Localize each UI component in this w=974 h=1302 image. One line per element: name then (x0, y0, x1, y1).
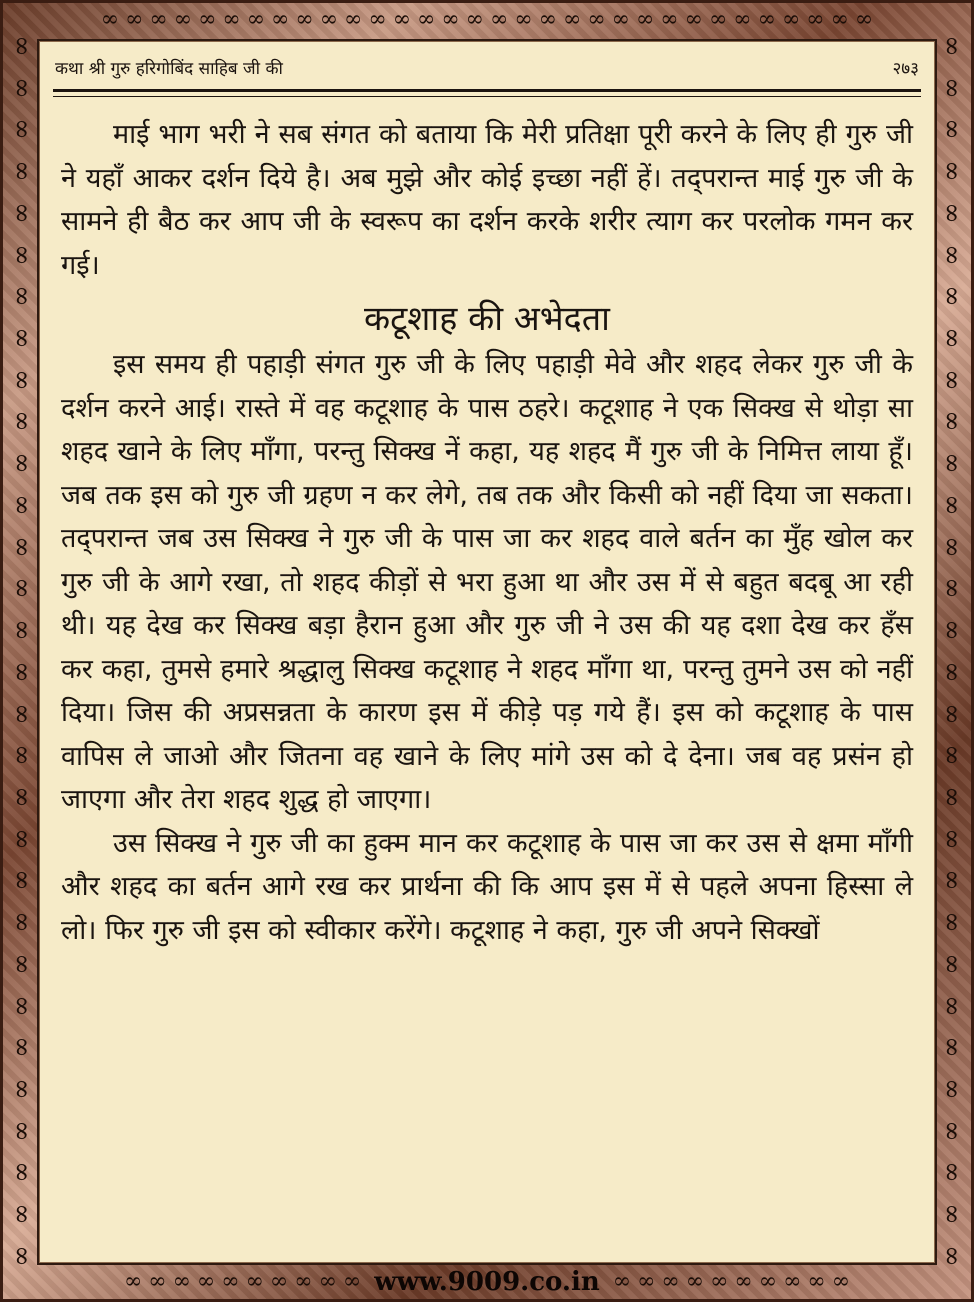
paragraph-2: इस समय ही पहाड़ी संगत गुरु जी के लिए पहाड़ी मेवे और शहद लेकर गुरु जी के दर्शन करने आई। रास्ते में वह कटूशाह के पास ठहरे। कटूशाह ने एक सिक्ख से थोड़ा सा शहद खाने के लिए माँगा, परन्तु सिक्ख नें कहा, यह शहद मैं गुरु जी के निमित्त लाया हूँ। जब तक इस को गुरु जी ग्रहण न कर लेगे, तब तक और किसी को नहीं दिया जा सकता। तद्परान्त जब उस सिक्ख ने गुरु जी के पास जा कर शहद वाले बर्तन का मुँह खोल कर गुरु जी के आगे रखा, तो शहद कीड़ों से भरा हुआ था और उस में से बहुत बदबू आ रही थी। यह देख कर सिक्ख बड़ा हैरान हुआ और गुरु जी ने उस की यह दशा देख कर हँस कर कहा, तुमसे हमारे श्रद्धालु सिक्ख कटूशाह ने शहद माँगा था, परन्तु तुमने उस को नहीं दिया। जिस की अप्रसन्नता के कारण इस में कीड़े पड़ गये हैं। इस को कटूशाह के पास वापिस ले जाओ और जितना वह खाने के लिए मांगे उस को दे देना। जब वह प्रसंन हो जाएगा और तेरा शहद शुद्ध हो जाएगा। (61, 349, 913, 815)
chain-border-bottom: ∞ ∞ ∞ ∞ ∞ ∞ ∞ ∞ ∞ ∞ www.9009.co.in ∞ ∞ ∞ ∞ ∞ ∞ ∞ ∞ ∞ ∞ (123, 1267, 851, 1297)
paragraph-1: माई भाग भरी ने सब संगत को बताया कि मेरी प्रतिक्षा पूरी करने के लिए ही गुरु जी ने यहाँ आकर दर्शन दिये है। अब मुझे और कोई इच्छा नहीं हें। तद्परान्त माई गुरु जी के सामने ही बैठ कर आप जी के स्वरूप का दर्शन करके शरीर त्याग कर परलोक गमन कर गई। (61, 119, 913, 281)
chain-border-top: ∞ ∞ ∞ ∞ ∞ ∞ ∞ ∞ ∞ ∞ ∞ ∞ ∞ ∞ ∞ ∞ ∞ ∞ ∞ ∞ ∞ ∞ ∞ ∞ ∞ ∞ ∞ ∞ ∞ ∞ ∞ ∞ (100, 7, 874, 32)
chain-border-right: ∞ ∞ ∞ ∞ ∞ ∞ ∞ ∞ ∞ ∞ ∞ ∞ ∞ ∞ ∞ ∞ ∞ ∞ ∞ ∞ ∞ ∞ ∞ ∞ ∞ ∞ ∞ ∞ ∞ ∞ (936, 35, 967, 1267)
website-watermark (364, 1267, 610, 1297)
header-rule-thick (53, 89, 921, 92)
book-page (37, 39, 937, 1265)
section-heading: कटूशाह की अभेदता (364, 299, 610, 339)
running-header (55, 49, 919, 85)
page-body (61, 113, 913, 952)
chain-border-left: ∞ ∞ ∞ ∞ ∞ ∞ ∞ ∞ ∞ ∞ ∞ ∞ ∞ ∞ ∞ ∞ ∞ ∞ ∞ ∞ ∞ ∞ ∞ ∞ ∞ ∞ ∞ ∞ ∞ ∞ (6, 35, 37, 1267)
paragraph-3: उस सिक्ख ने गुरु जी का हुक्म मान कर कटूशाह के पास जा कर उस से क्षमा माँगी और शहद का बर्तन आगे रख कर प्रार्थना की कि आप इस में से पहले अपना हिस्सा ले लो। फिर गुरु जी इस को स्वीकार करेंगे। कटूशाह ने कहा, गुरु जी अपने सिक्खों (61, 827, 913, 946)
website-url: www.9009.co.in (374, 1267, 600, 1297)
page-number: २७३ (892, 58, 919, 79)
book-title: कथा श्री गुरु हरिगोबिंद साहिब जी की (55, 58, 283, 79)
header-rule-thin (53, 96, 921, 97)
